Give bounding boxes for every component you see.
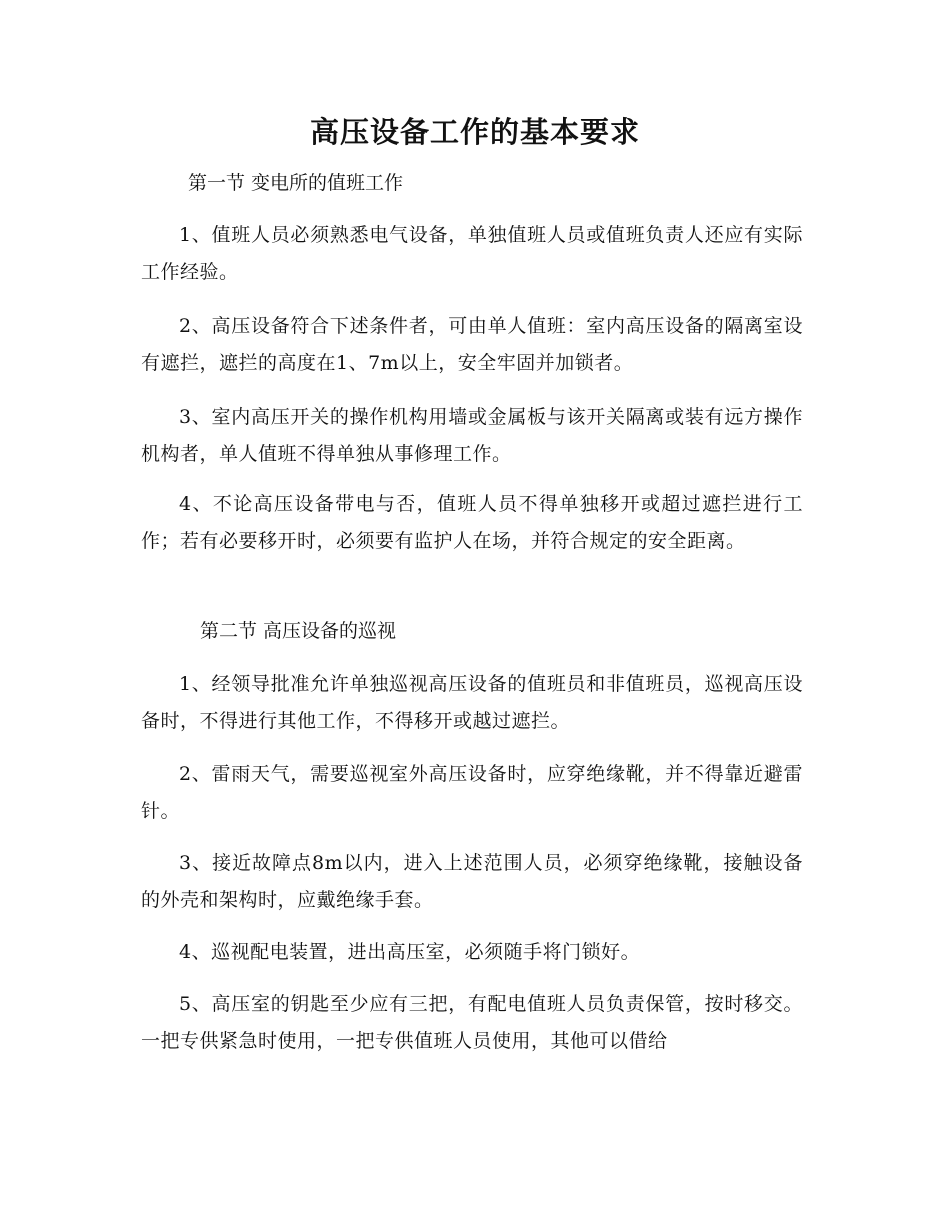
paragraph: 4、不论高压设备带电与否，值班人员不得单独移开或超过遮拦进行工作；若有必要移开时，必须要有监护人在场，并符合规定的安全距离。 — [141, 493, 803, 552]
paragraph: 2、雷雨天气，需要巡视室外高压设备时，应穿绝缘靴，并不得靠近避雷针。 — [141, 763, 803, 822]
section-heading-2: 第二节 高压设备的巡视 — [200, 620, 397, 642]
document-title: 高压设备工作的基本要求 — [309, 115, 640, 149]
section-heading-1: 第一节 变电所的值班工作 — [188, 172, 404, 194]
paragraph: 1、值班人员必须熟悉电气设备，单独值班人员或值班负责人还应有实际工作经验。 — [141, 224, 803, 283]
paragraph: 4、巡视配电装置，进出高压室，必须随手将门锁好。 — [179, 941, 641, 963]
paragraph: 3、接近故障点8m以内，进入上述范围人员，必须穿绝缘靴，接触设备的外壳和架构时，应戴绝缘手套。 — [141, 852, 803, 911]
paragraph: 2、高压设备符合下述条件者，可由单人值班：室内高压设备的隔离室设有遮拦，遮拦的高度在1、7m以上，安全牢固并加锁者。 — [141, 315, 803, 374]
paragraph: 3、室内高压开关的操作机构用墙或金属板与该开关隔离或装有远方操作机构者，单人值班不得单独从事修理工作。 — [141, 406, 803, 465]
paragraph: 5、高压室的钥匙至少应有三把，有配电值班人员负责保管，按时移交。一把专供紧急时使用，一把专供值班人员使用，其他可以借给 — [141, 993, 803, 1052]
paragraph: 1、经领导批准允许单独巡视高压设备的值班员和非值班员，巡视高压设备时，不得进行其他工作，不得移开或越过遮拦。 — [141, 673, 803, 732]
